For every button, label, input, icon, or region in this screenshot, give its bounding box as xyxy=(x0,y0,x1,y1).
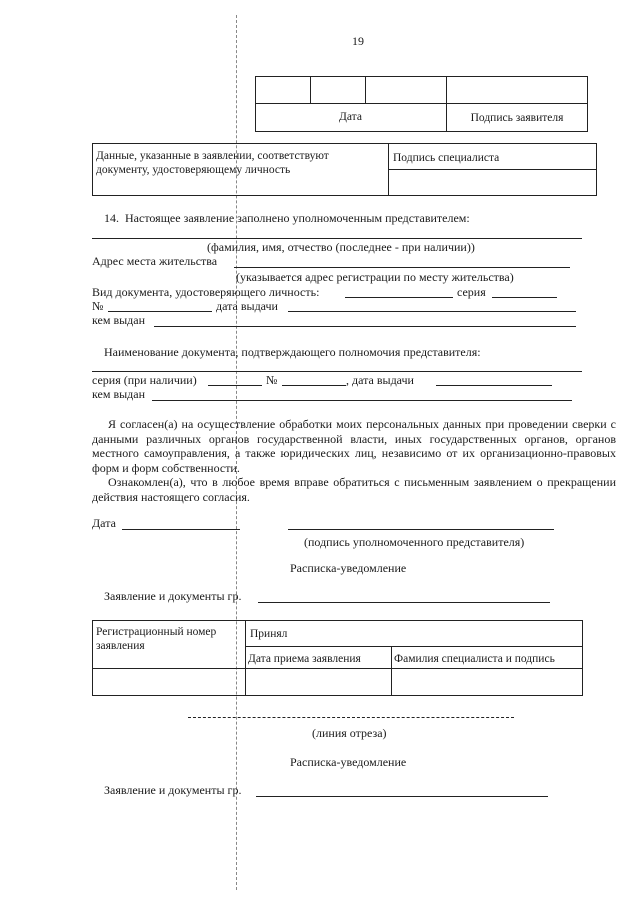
date-label: Дата xyxy=(339,111,362,123)
section-14-heading: 14. Настоящее заявление заполнено уполномоченным представителем: xyxy=(104,211,470,225)
address-label: Адрес места жительства xyxy=(92,254,218,268)
signature-date-field[interactable] xyxy=(122,529,240,530)
authority-issue-date-field[interactable] xyxy=(436,385,552,386)
fio-hint: (фамилия, имя, отчество (последнее - при наличии)) xyxy=(207,240,475,254)
signature-date-label: Дата xyxy=(92,516,116,530)
reg-number-header: Регистрационный номер заявления xyxy=(96,626,217,652)
id-doc-type-label: Вид документа, удостоверяющего личность: xyxy=(92,285,320,299)
cut-line xyxy=(188,717,514,718)
accept-date-header: Дата приема заявления xyxy=(248,653,361,665)
id-issued-by-field[interactable] xyxy=(154,326,576,327)
id-issue-date-label: дата выдачи xyxy=(216,299,278,313)
id-doc-type-field[interactable] xyxy=(345,297,453,298)
identity-match-text: Данные, указанные в заявлении, соответствуют документу, удостоверяющему личность xyxy=(96,150,329,176)
authority-doc-heading: Наименование документа, подтверждающего полномочия представителя: xyxy=(104,345,481,359)
authority-issue-date-label: , дата выдачи xyxy=(346,373,414,387)
authority-number-field[interactable] xyxy=(282,385,346,386)
cut-line-label: (линия отреза) xyxy=(312,726,387,740)
authority-number-label: № xyxy=(266,373,278,387)
receipt-1-title: Расписка-уведомление xyxy=(290,561,407,575)
id-issued-by-label: кем выдан xyxy=(92,313,146,327)
representative-signature-field[interactable] xyxy=(288,529,554,530)
specialist-name-header: Фамилия специалиста и подпись xyxy=(394,653,555,665)
representative-signature-hint: (подпись уполномоченного представителя) xyxy=(304,535,525,549)
receipt-2-title: Расписка-уведомление xyxy=(290,755,407,769)
id-number-field[interactable] xyxy=(108,311,212,312)
authority-issued-by-label: кем выдан xyxy=(92,387,146,401)
consent-paragraph-1: Я согласен(а) на осуществление обработки моих персональных данных при проведении сверки с данными различных органов государственной власти, иных государственных органов, органов местного самоуправления, а также юридических лиц, независимо от их организационно-правовых форм и форм собственности. xyxy=(92,417,616,475)
consent-paragraph-2: Ознакомлен(а), что в любое время вправе обратиться с письменным заявлением о прекращении действия настоящего согласия. xyxy=(92,475,616,504)
authority-series-label: серия (при наличии) xyxy=(92,373,197,387)
receipt-2-applicant-field[interactable] xyxy=(256,796,548,797)
authority-series-field[interactable] xyxy=(208,385,262,386)
applicant-signature-label: Подпись заявителя xyxy=(470,112,564,124)
receipt-2-docs-label: Заявление и документы гр. xyxy=(104,783,242,797)
address-field[interactable] xyxy=(234,267,570,268)
address-hint: (указывается адрес регистрации по месту жительства) xyxy=(236,270,514,284)
receipt-1-docs-label: Заявление и документы гр. xyxy=(104,589,242,603)
authority-doc-name-field[interactable] xyxy=(92,371,582,372)
consent-text xyxy=(92,417,616,504)
specialist-signature-label: Подпись специалиста xyxy=(393,152,500,164)
id-number-label: № xyxy=(92,299,104,313)
accepted-header: Принял xyxy=(250,628,288,640)
id-series-field[interactable] xyxy=(492,297,557,298)
id-series-label: серия xyxy=(457,285,486,299)
page-number: 19 xyxy=(352,34,364,48)
representative-name-field[interactable] xyxy=(92,238,582,239)
id-issue-date-field[interactable] xyxy=(288,311,576,312)
receipt-1-applicant-field[interactable] xyxy=(258,602,550,603)
authority-issued-by-field[interactable] xyxy=(152,400,572,401)
